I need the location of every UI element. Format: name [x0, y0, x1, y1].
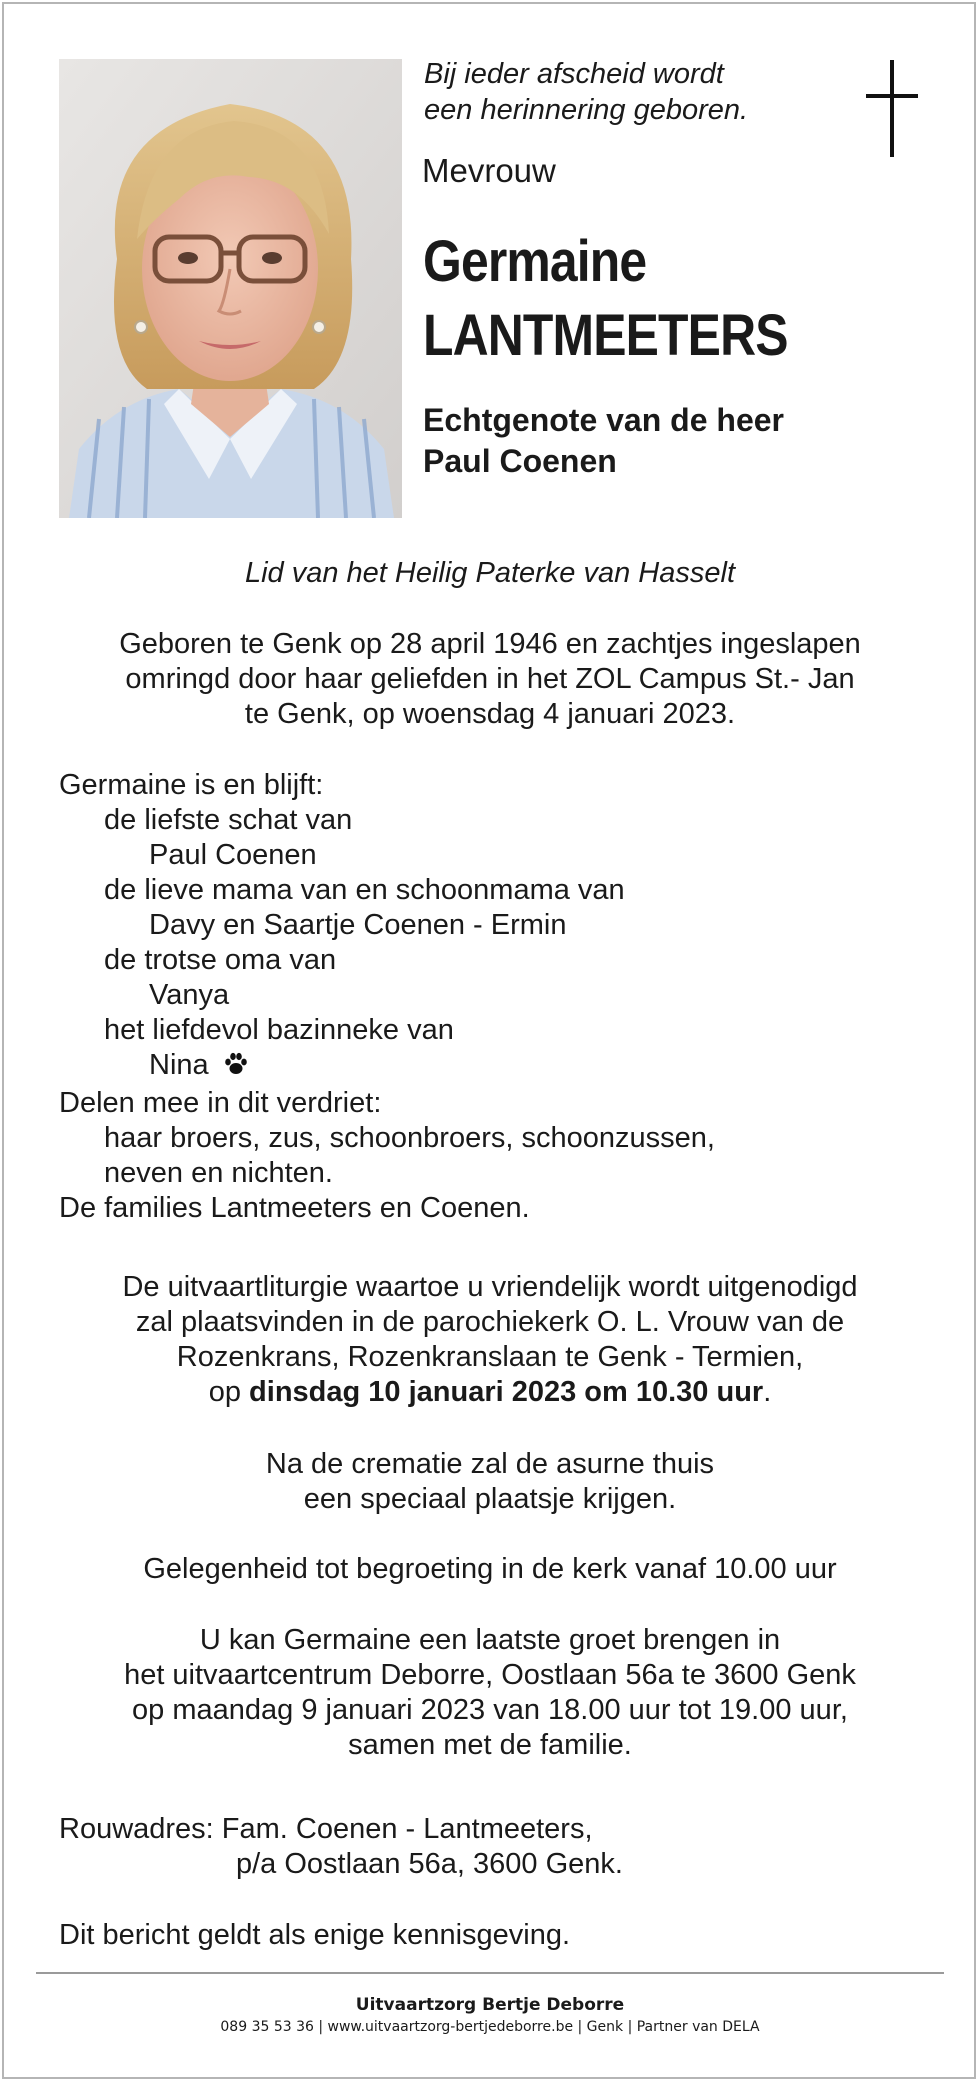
text-line: U kan Germaine een laatste groet brengen in [199, 1624, 781, 1656]
family-relation: het liefdevol bazinneke van [104, 1014, 454, 1046]
quote-line: Bij ieder afscheid wordt [424, 58, 724, 90]
portrait-photo [59, 59, 402, 518]
share-line: neven en nichten. [104, 1157, 333, 1189]
text-suffix: . [763, 1376, 772, 1408]
text-line: het uitvaartcentrum Deborre, Oostlaan 56a te 3600 Genk [124, 1659, 856, 1691]
share-line: haar broers, zus, schoonbroers, schoonzussen, [104, 1122, 715, 1154]
text-line: een speciaal plaatsje krijgen. [303, 1483, 677, 1515]
family-relation: de trotse oma van [104, 944, 337, 976]
liturgy-date: dinsdag 10 januari 2023 om 10.30 uur [249, 1376, 764, 1408]
liturgy-date-line [40, 1375, 940, 1410]
spouse-info [423, 400, 784, 482]
opening-quote [424, 56, 748, 128]
address-line: Rouwadres: Fam. Coenen - Lantmeeters, [59, 1813, 593, 1845]
first-name: Germaine [423, 229, 647, 294]
text-line: op maandag 9 januari 2023 van 18.00 uur tot 19.00 uur, [132, 1694, 848, 1726]
portrait-photo-icon [59, 59, 402, 518]
family-member: Davy en Saartje Coenen - Ermin [149, 909, 567, 941]
family-list [59, 768, 715, 1226]
last-name: LANTMEETERS [423, 303, 788, 368]
family-relation: de liefste schat van [104, 804, 353, 836]
share-intro: Delen mee in dit verdriet: [59, 1087, 382, 1119]
greeting-note: Gelegenheid tot begroeting in de kerk vanaf 10.00 uur [143, 1553, 837, 1585]
funeral-home-contact: 089 35 53 36 | www.uitvaartzorg-bertjedeborre.be | Genk | Partner van DELA [220, 2019, 760, 2035]
footer-divider [36, 1972, 944, 1974]
birth-death-paragraph [40, 627, 940, 732]
spouse-line: Echtgenote van de heer [423, 402, 784, 438]
cross-icon [862, 60, 922, 160]
visitation-info [40, 1623, 940, 1763]
family-intro: Germaine is en blijft: [59, 769, 324, 801]
salutation: Mevrouw [422, 152, 556, 189]
text-line: omringd door haar geliefden in het ZOL Campus St.- Jan [125, 663, 855, 695]
address-line: p/a Oostlaan 56a, 3600 Genk. [236, 1848, 623, 1880]
text-line: te Genk, op woensdag 4 januari 2023. [244, 698, 736, 730]
funeral-home-name: Uitvaartzorg Bertje Deborre [355, 1995, 625, 2015]
cremation-note [40, 1447, 940, 1517]
notice-line: Dit bericht geldt als enige kennisgeving. [59, 1919, 571, 1951]
text-line: samen met de familie. [348, 1729, 632, 1761]
text-line: Geboren te Genk op 28 april 1946 en zachtjes ingeslapen [119, 628, 861, 660]
paw-icon [223, 1051, 249, 1086]
family-member: Vanya [149, 979, 230, 1011]
text-line: Rozenkrans, Rozenkranslaan te Genk - Termien, [176, 1341, 804, 1373]
text-line: De uitvaartliturgie waartoe u vriendelijk wordt uitgenodigd [122, 1271, 858, 1303]
family-member-pet [59, 1048, 715, 1086]
text-prefix: op [208, 1376, 250, 1408]
funeral-liturgy [40, 1270, 940, 1410]
family-member: Paul Coenen [149, 839, 317, 871]
spouse-line: Paul Coenen [423, 443, 617, 479]
family-relation: de lieve mama van en schoonmama van [104, 874, 625, 906]
membership-line: Lid van het Heilig Paterke van Hasselt [244, 557, 736, 589]
deceased-name [423, 225, 788, 373]
text-line: Na de crematie zal de asurne thuis [265, 1448, 715, 1480]
mourning-address [59, 1812, 623, 1882]
text-line: zal plaatsvinden in de parochiekerk O. L. Vrouw van de [135, 1306, 845, 1338]
pet-name: Nina [149, 1049, 209, 1081]
quote-line: een herinnering geboren. [424, 94, 749, 126]
families-line: De families Lantmeeters en Coenen. [59, 1192, 530, 1224]
